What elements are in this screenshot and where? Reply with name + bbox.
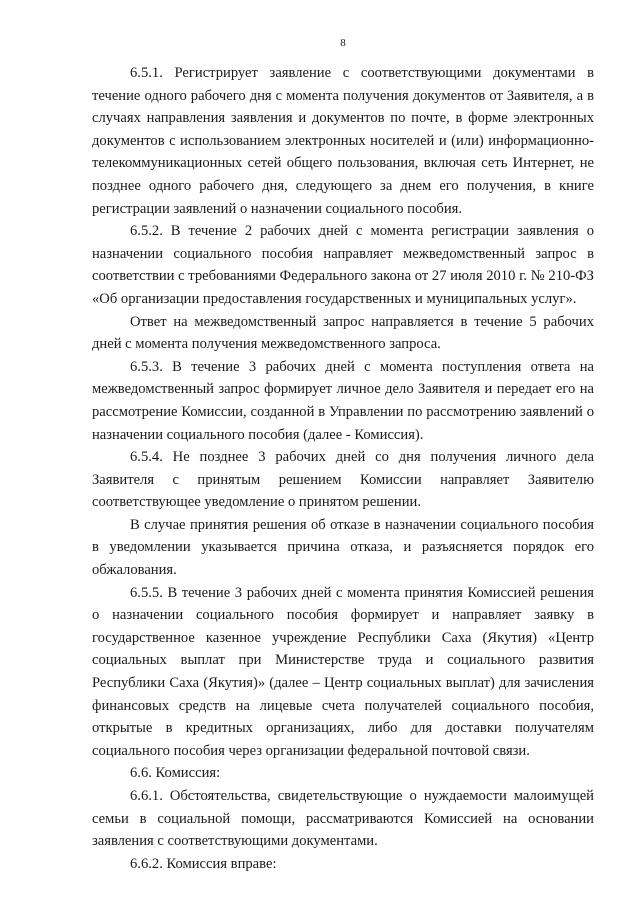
paragraph-6-5-2: 6.5.2. В течение 2 рабочих дней с момента регистрации заявления о назначении социального пособия направляет межведомственный запрос в соответствии с требованиями Федерального закона от 27 июля 2010 г. № 210-ФЗ «Об организации предоставления государственных и муниципальных услуг». [92,223,594,307]
paragraph-6-6-2: 6.6.2. Комиссия вправе: [130,855,277,872]
paragraph-6-5-4: 6.5.4. Не позднее 3 рабочих дней со дня получения личного дела Заявителя с принятым решением Комиссии направляет Заявителю соответствующее уведомление о принятом решении. [92,449,594,511]
paragraph-6-5-3: 6.5.3. В течение 3 рабочих дней с момента поступления ответа на межведомственный запрос формирует личное дело Заявителя и передает его на рассмотрение Комиссии, созданной в Управлении по рассмотрению заявлений о назначении социального пособия (далее - Комиссия). [92,358,594,443]
page-number: 8 [340,37,346,49]
paragraph-response-deadline: Ответ на межведомственный запрос направляется в течение 5 рабочих дней с момента получения межведомственного запроса. [92,313,594,353]
paragraph-6-5-5: 6.5.5. В течение 3 рабочих дней с момента принятия Комиссией решения о назначении социального пособия формирует и направляет заявку в государственное казенное учреждение Республики Саха (Якутия) «Центр социальных выплат при Министерстве труда и социального развития Республики Саха (Якутия)» (далее – Центр социальных выплат) для зачисления финансовых средств на лицевые счета получателей социального пособия, открытые в кредитных организациях, либо для доставки получателям социального пособия через организации федеральной почтовой связи. [92,584,594,759]
paragraph-6-6: 6.6. Комиссия: [130,765,221,782]
paragraph-6-6-1: 6.6.1. Обстоятельства, свидетельствующие о нуждаемости малоимущей семьи в социальной помощи, рассматриваются Комиссией на основании заявления с соответствующими документами. [92,788,594,850]
paragraph-refusal-notice: В случае принятия решения об отказе в назначении социального пособия в уведомлении указывается причина отказа, и разъясняется порядок его обжалования. [92,516,594,579]
paragraph-6-5-1: 6.5.1. Регистрирует заявление с соответствующими документами в течение одного рабочего дня с момента получения документов от Заявителя, а в случаях направления заявления и документов по почте, в форме электронных документов с использованием электронных носителей и (или) информационно-телекоммуникационных сетей общего пользования, включая сеть Интернет, не позднее одного рабочего дня, следующего за днем его получения, в книге регистрации заявлений о назначении социального пособия. [92,65,594,217]
